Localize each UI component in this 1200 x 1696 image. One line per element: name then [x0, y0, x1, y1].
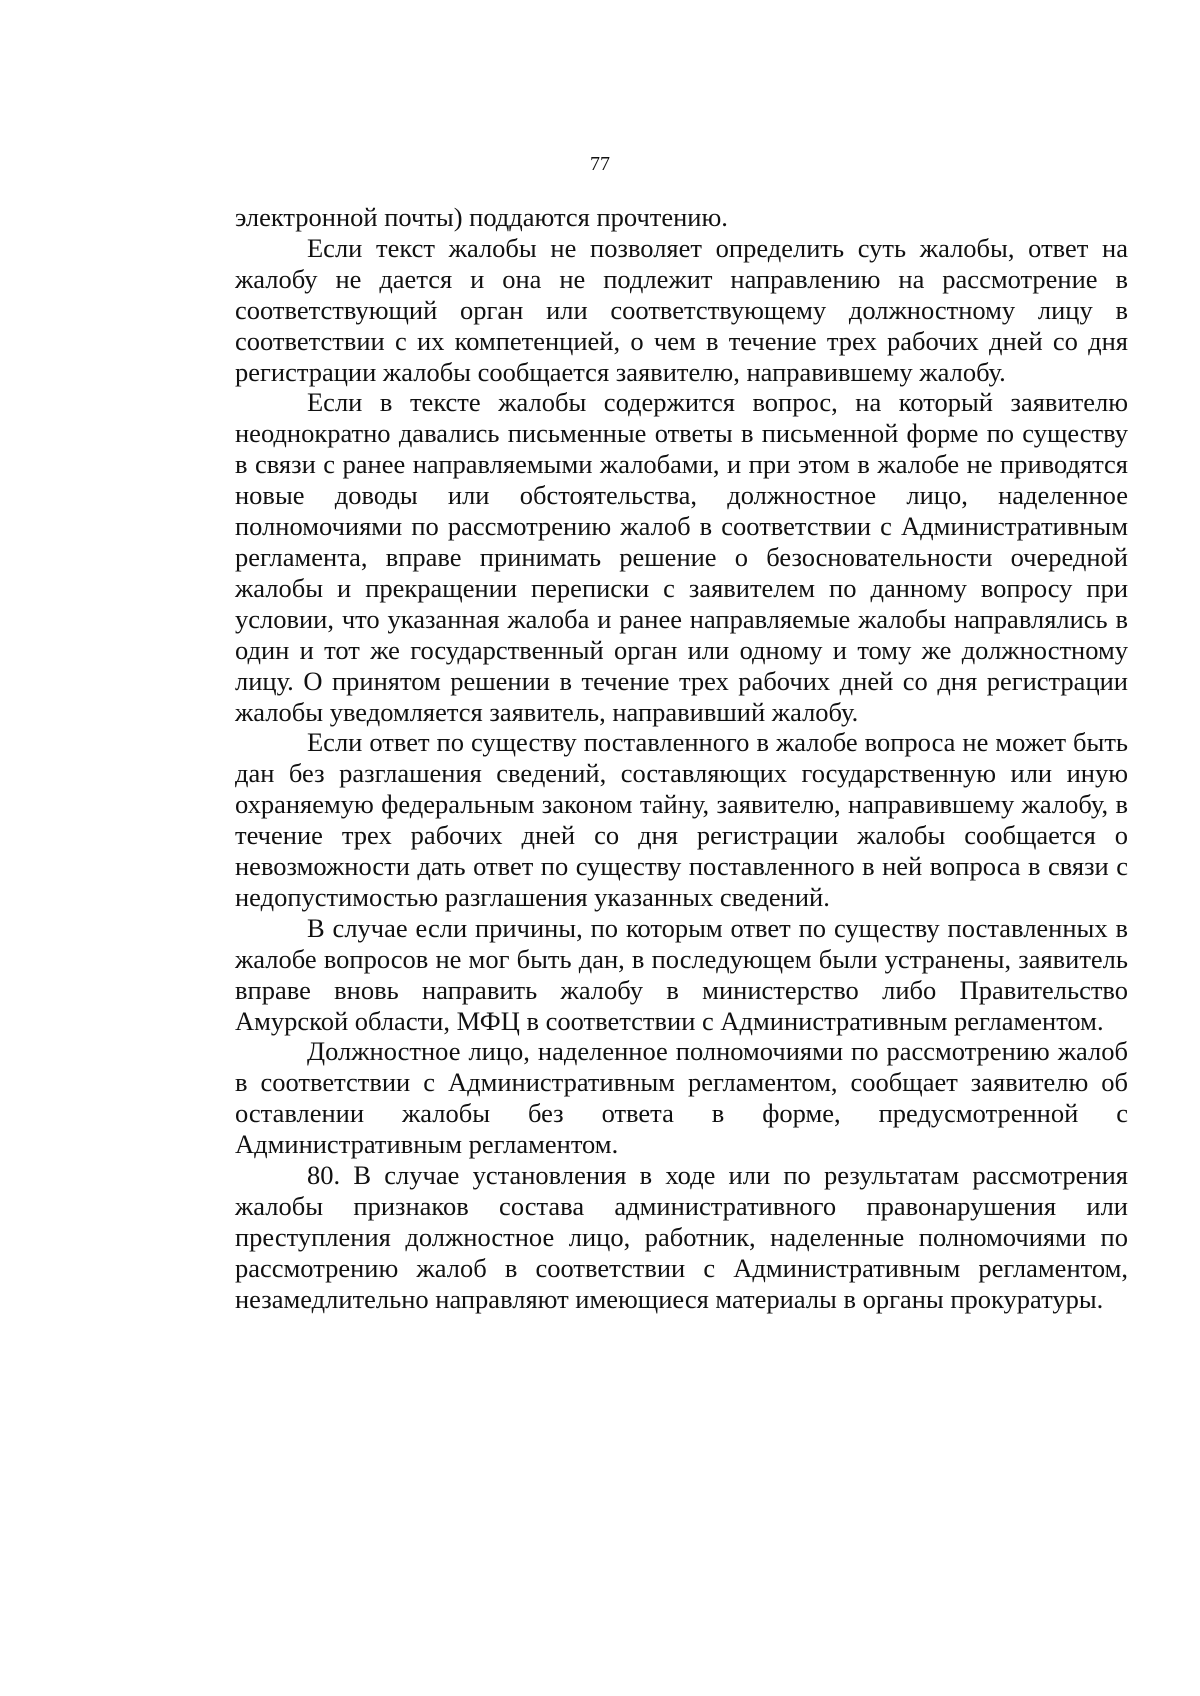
- page-number: 77: [590, 153, 610, 175]
- document-body: [235, 202, 1128, 1315]
- paragraph-item-80: 80. В случае установления в ходе или по результатам рассмотрения жалобы признаков состава административного правонарушения или преступления должностное лицо, работник, наделенные полномочиями по рассмотрению жалоб в соответствии с Административным регламентом, незамедлительно направляют имеющиеся материалы в органы прокуратуры.: [235, 1160, 1128, 1314]
- paragraph-repeated-question: Если в тексте жалобы содержится вопрос, на который заявителю неоднократно давались письменные ответы в письменной форме по существу в связи с ранее направляемыми жалобами, и при этом в жалобе не приводятся новые доводы или обстоятельства, должностное лицо, наделенное полномочиями по рассмотрению жалоб в соответствии с Административным регламента, вправе принимать решение о безосновательности очередной жалобы и прекращении переписки с заявителем по данному вопросу при условии, что указанная жалоба и ранее направляемые жалобы направлялись в один и тот же государственный орган или одному и тому же должностному лицу. О принятом решении в течение трех рабочих дней со дня регистрации жалобы уведомляется заявитель, направивший жалобу.: [235, 387, 1128, 727]
- paragraph-no-answer-notice: Должностное лицо, наделенное полномочиями по рассмотрению жалоб в соответствии с Административным регламентом, сообщает заявителю об оставлении жалобы без ответа в форме, предусмотренной с Административным регламентом.: [235, 1036, 1128, 1160]
- paragraph-state-secret: Если ответ по существу поставленного в жалобе вопроса не может быть дан без разглашения сведений, составляющих государственную или иную охраняемую федеральным законом тайну, заявителю, направившему жалобу, в течение трех рабочих дней со дня регистрации жалобы сообщается о невозможности дать ответ по существу поставленного в ней вопроса в связи с недопустимостью разглашения указанных сведений.: [235, 727, 1128, 912]
- paragraph-unclear-complaint: Если текст жалобы не позволяет определить суть жалобы, ответ на жалобу не дается и она не подлежит направлению на рассмотрение в соответствующий орган или соответствующему должностному лицу в соответствии с их компетенцией, о чем в течение трех рабочих дней со дня регистрации жалобы сообщается заявителю, направившему жалобу.: [235, 232, 1128, 387]
- paragraph-continuation: электронной почты) поддаются прочтению.: [235, 202, 728, 232]
- paragraph-reasons-eliminated: В случае если причины, по которым ответ по существу поставленных в жалобе вопросов не мог быть дан, в последующем были устранены, заявитель вправе вновь направить жалобу в министерство либо Правительство Амурской области, МФЦ в соответствии с Административным регламентом.: [235, 912, 1128, 1036]
